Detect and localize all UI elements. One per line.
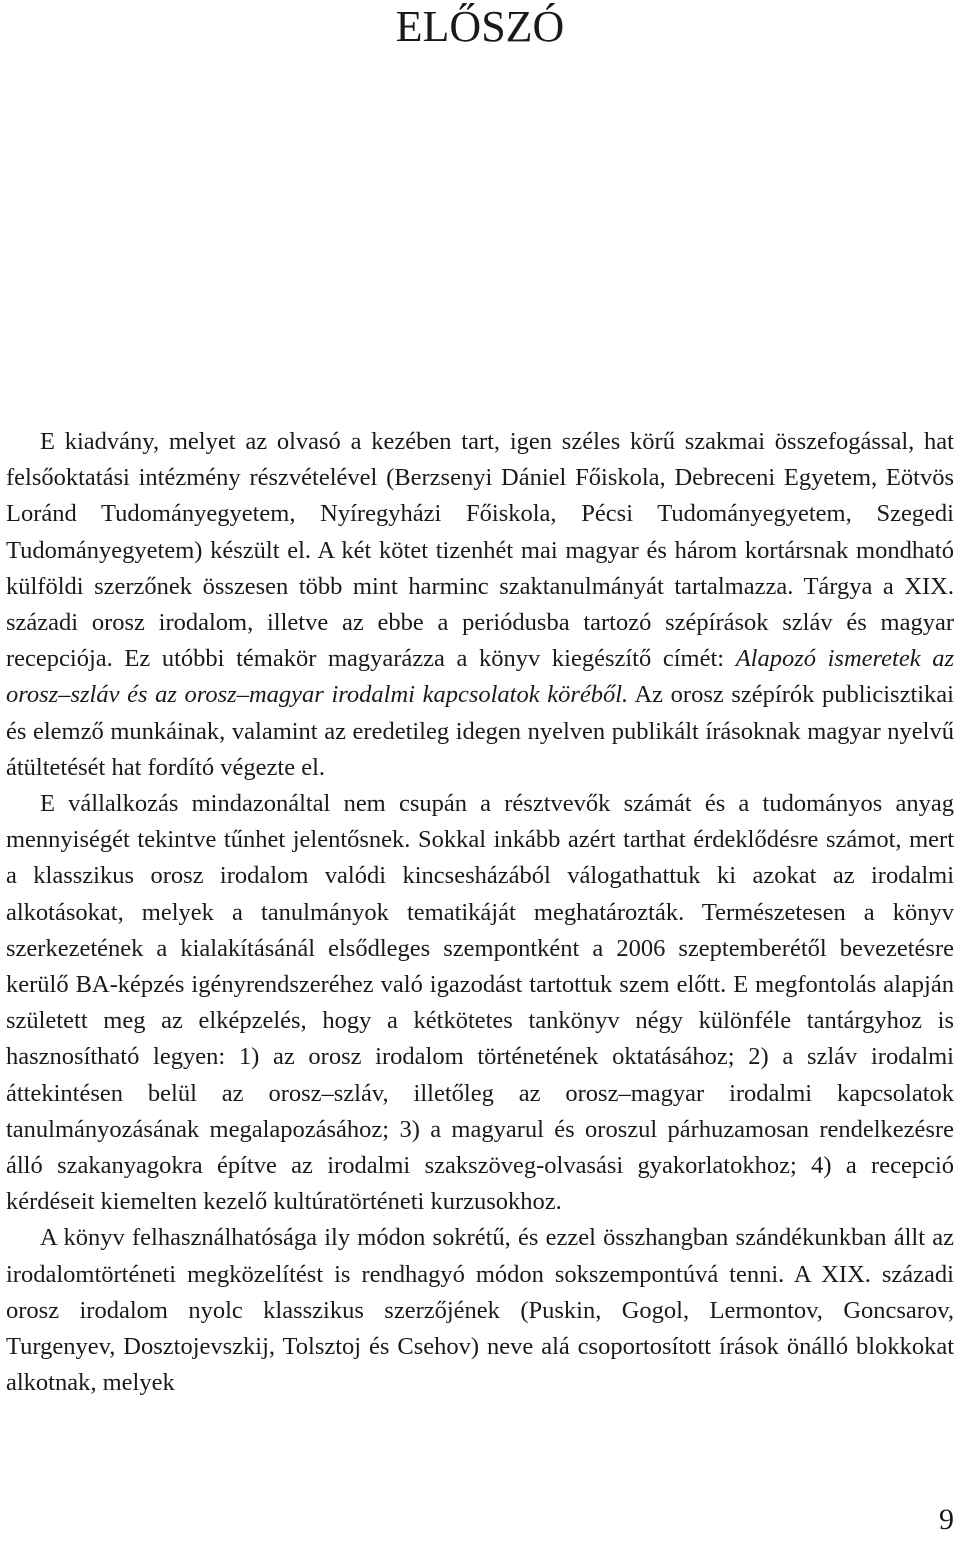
paragraph-3: A könyv felhasználhatósága ily módon sokrétű, és ezzel összhangban szándékunkban állt az irodalomtörténeti megközelítést is rendhagyó módon sokszempontúvá tenni. A XIX. századi orosz irodalom nyolc klasszikus szerzőjének (Puskin, Gogol, Lermontov, Goncsarov, Turgenyev, Dosztojevszkij, Tolsztoj és Csehov) neve alá csoportosított írások önálló blokkokat alkotnak, melyek: [6, 1224, 954, 1397]
paragraph-1-text: E kiadvány, melyet az olvasó a kezében tart, igen széles körű szakmai összefogással, hat felsőoktatási intézmény részvételével (Berzsenyi Dániel Főiskola, Debreceni Egyetem, Eötvös Loránd Tudományegyetem, Nyíregyházi Főiskola, Pécsi Tudományegyetem, Szegedi Tudományegyetem) készült el. A két kötet tizenhét mai magyar és három kortársnak mondható külföldi szerzőnek összesen több mint harminc szaktanulmányát tartalmazza. Tárgya a XIX. századi orosz irodalom, illetve az ebbe a periódusba tartozó szépírások szláv és magyar recepciója. Ez utóbbi témakör magyarázza a könyv kiegészítő címét:: [6, 428, 954, 673]
page-number: 9: [939, 1503, 954, 1536]
paragraph-1-text-end: Az orosz szépírók publicisztikai és elemző munkáinak, valamint az eredetileg idegen nyelven publikált írásoknak magyar nyelvű átültetését hat fordító végezte el.: [6, 681, 954, 781]
subtitle-italic: Alapozó ismeretek az orosz–szláv és az orosz–magyar irodalmi kapcsolatok köréből.: [6, 645, 954, 709]
page-title: ELŐSZÓ: [395, 2, 565, 51]
paragraph-2: E vállalkozás mindazonáltal nem csupán a résztvevők számát és a tudományos anyag mennyiségét tekintve tűnhet jelentősnek. Sokkal inkább azért tarthat érdeklődésre számot, mert a klasszikus orosz irodalom valódi kincsesházából válogathattuk ki azokat az irodalmi alkotásokat, melyek a tanulmányok tematikáját meghatározták. Természetesen a könyv szerkezetének a kialakításánál elsődleges szempontként a 2006 szeptemberétől bevezetésre kerülő BA-képzés igényrendszeréhez való igazodást tartottuk szem előtt. E megfontolás alapján született meg az elképzelés, hogy a kétkötetes tankönyv négy különféle tantárgyhoz is hasznosítható legyen: 1) az orosz irodalom történetének oktatásához; 2) a szláv irodalmi áttekintésen belül az orosz–szláv, illetőleg az orosz–magyar irodalmi kapcsolatok tanulmányozásának megalapozásához; 3) a magyarul és oroszul párhuzamosan rendelkezésre álló szakanyagokra építve az irodalmi szakszöveg-olvasási gyakorlatokhoz; 4) a recepció kérdéseit kiemelten kezelő kultúratörténeti kurzusokhoz.: [6, 790, 954, 1216]
preface-body: [6, 424, 954, 1401]
paragraph-1: [6, 424, 954, 786]
